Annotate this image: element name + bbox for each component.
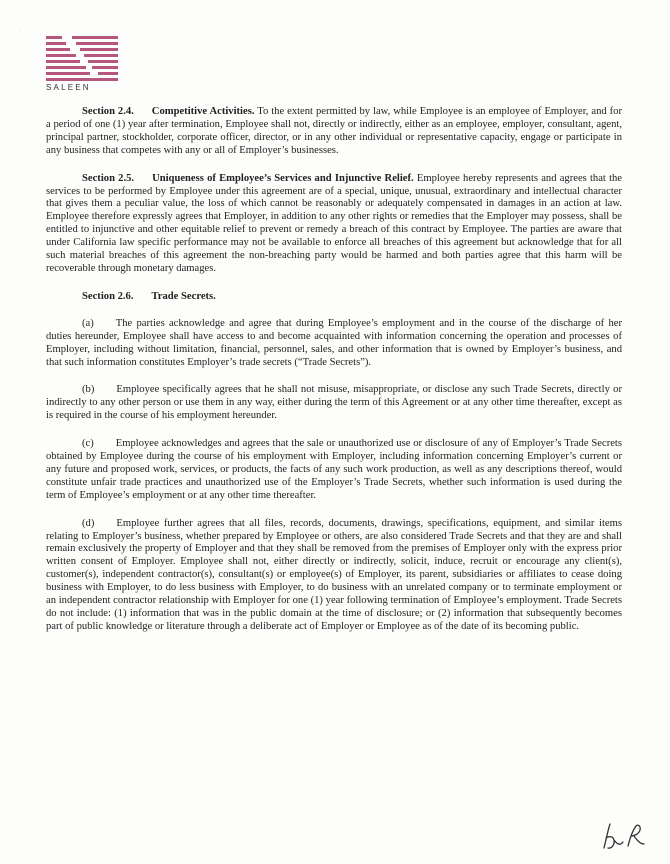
subsection-text: Employee further agrees that all files, records, documents, drawings, specifications, equipment, and similar items relating to Employer’s business, whether prepared by Employee or others, are also considered Trade Secrets and that they are and shall remain exclusively the property of Employer and that they shall be removed from the premises of Employer only with the express prior written consent of Employer. Employee shall not, either directly or indirectly, solicit, induce, recruit or encourage any client(s), customer(s), independent contractor(s), consultant(s) or employee(s) of Employer, its parent, subsidiaries or affiliates to cease doing business with Employer, to do less business with Employer, to do business with an unrelated company or to terminate employment or an independent contractor relationship with Employer for one (1) year following termination of Employee’s employment. Trade Secrets do not include: (1) information that was in the public domain at the time of disclosure; or (2) information that subsequently becomes part of public knowledge or literature through a deliberate act of Employer or Employee as of the date of its becoming public.	[46, 517, 622, 632]
subsection-label: (d)	[82, 517, 95, 529]
section-title: Trade Secrets.	[151, 290, 216, 302]
subsection-text: The parties acknowledge and agree that during Employee’s employment and in the course of the discharge of her duties hereunder, Employee shall have access to and become acquainted with information concerning the operation and processes of Employer, including without limitation, financial, personnel, sales, and other information that is owned by Employer’s business, and that such information constitutes Employer’s trade secrets (“Trade Secrets”).	[46, 317, 622, 368]
section-body: Employee hereby represents and agrees that the services to be performed by Employee under this agreement are of a special, unique, unusual, extraordinary and intellectual character that gives them a peculiar value, the loss of which cannot be reasonably or adequately compensated in damages in an action at law. Employee therefore expressly agrees that Employer, in addition to any other rights or remedies that the Employer may possess, shall be entitled to injunctive and other equitable relief to prevent or remedy a breach of this contract by Employee. The parties are aware that under California law specific performance may not be available to enforce all breaches of this agreement but acknowledge that for all such material breaches of this agreement the non-breaching party would be harmed and both parties agree that this harm will be recoverable through monetary damages.	[46, 172, 623, 274]
saleen-logo	[46, 36, 118, 92]
section-2-4	[46, 106, 622, 158]
section-body: To the extent permitted by law, while Employee is an employee of Employer, and for a period of one (1) year after termination, Employee shall not, directly or indirectly, either as an employee, employer, consultant, agent, principal partner, stockholder, corporate officer, director, or in any other individual or representative capacity, engage or participate in any business that competes with any or all of Employer’s businesses.	[46, 106, 622, 156]
subsection-label: (b)	[82, 384, 95, 396]
handwritten-initials	[596, 818, 650, 854]
section-title: Uniqueness of Employee’s Services and Injunctive Relief.	[152, 172, 414, 184]
subsection-c	[46, 438, 622, 503]
subsection-text: Employee acknowledges and agrees that the sale or unauthorized use or disclosure of any of Employer’s Trade Secrets obtained by Employee during the course of his employment with Employer, including information concerning Employer’s current or any future and proposed work, services, or products, the facts of any such work production, as well as any descriptions thereof, would constitute unfair trade practices and unauthorized use of the Employer’s Trade Secrets, whether such information is used during the term of Employee’s employment or at any other time thereafter.	[46, 438, 622, 501]
logo-wordmark: SALEEN	[46, 83, 91, 92]
subsection-a	[46, 318, 622, 370]
section-2-5	[46, 173, 622, 276]
section-2-6	[46, 291, 622, 304]
subsection-label: (a)	[82, 317, 94, 329]
subsection-d	[46, 518, 622, 634]
section-number: Section 2.4.	[82, 106, 134, 117]
section-number: Section 2.5.	[82, 172, 135, 184]
logo-stripes	[46, 36, 118, 82]
subsection-label: (c)	[82, 438, 94, 450]
subsection-text: Employee specifically agrees that he shall not misuse, misappropriate, or disclose any such Trade Secrets, directly or indirectly to any other person or use them in any way, either during the term of this Agreement or at any other time thereafter, except as is required in the course of his employment hereunder.	[46, 384, 622, 422]
subsection-b	[46, 384, 622, 423]
section-title: Competitive Activities.	[151, 106, 255, 117]
scan-mark: ·	[20, 30, 22, 35]
document-body	[46, 106, 622, 649]
section-number: Section 2.6.	[82, 290, 134, 302]
